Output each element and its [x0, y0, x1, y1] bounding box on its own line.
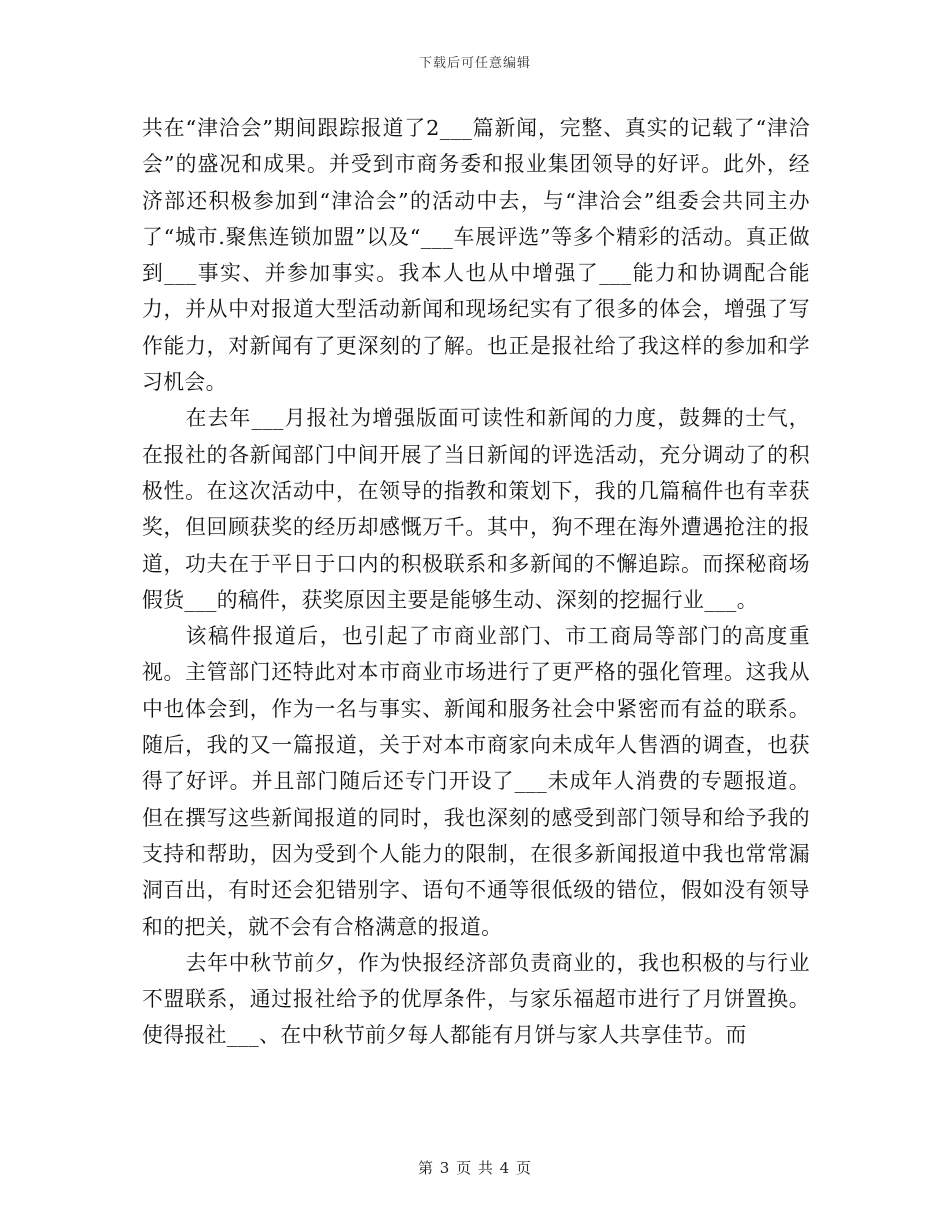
page-header-note: 下载后可任意编辑: [418, 56, 531, 71]
paragraph-4: 去年中秋节前夕，作为快报经济部负责商业的，我也积极的与行业不盟联系，通过报社给予的优厚条件，与家乐福超市进行了月饼置换。使得报社___、在中秋节前夕每人都能有月饼与家人共享佳节。而: [142, 950, 810, 1048]
paragraph-1: 共在“津洽会”期间跟踪报道了2___篇新闻，完整、真实的记载了“津洽会”的盛况和成果。并受到市商务委和报业集团领导的好评。此外，经济部还积极参加到“津洽会”的活动中去，与“津洽会”组委会共同主办了“城市.聚焦连锁加盟”以及“___车展评选”等多个精彩的活动。真正做到___事实、并参加事实。我本人也从中增强了___能力和协调配合能力，并从中对报道大型活动新闻和现场纪实有了很多的体会，增强了写作能力，对新闻有了更深刻的了解。也正是报社给了我这样的参加和学习机会。: [142, 116, 810, 395]
page-number-footer: 第 3 页 共 4 页: [418, 1159, 532, 1177]
paragraph-3: 该稿件报道后，也引起了市商业部门、市工商局等部门的高度重视。主管部门还特此对本市商业市场进行了更严格的强化管理。这我从中也体会到，作为一名与事实、新闻和服务社会中紧密而有益的联系。随后，我的又一篇报道，关于对本市商家向未成年人售酒的调查，也获得了好评。并且部门随后还专门开设了___未成年人消费的专题报道。但在撰写这些新闻报道的同时，我也深刻的感受到部门领导和给予我的支持和帮助，因为受到个人能力的限制，在很多新闻报道中我也常常漏洞百出，有时还会犯错别字、语句不通等很低级的错位，假如没有领导和的把关，就不会有合格满意的报道。: [142, 624, 810, 939]
paragraph-2: 在去年___月报社为增强版面可读性和新闻的力度，鼓舞的士气，在报社的各新闻部门中间开展了当日新闻的评选活动，充分调动了的积极性。在这次活动中，在领导的指教和策划下，我的几篇稿件也有幸获奖，但回顾获奖的经历却感慨万千。其中，狗不理在海外遭遇抢注的报道，功夫在于平日于口内的积极联系和多新闻的不懈追踪。而探秘商场假货___的稿件，获奖原因主要是能够生动、深刻的挖掘行业___。: [142, 406, 810, 612]
document-body: [142, 110, 810, 1054]
